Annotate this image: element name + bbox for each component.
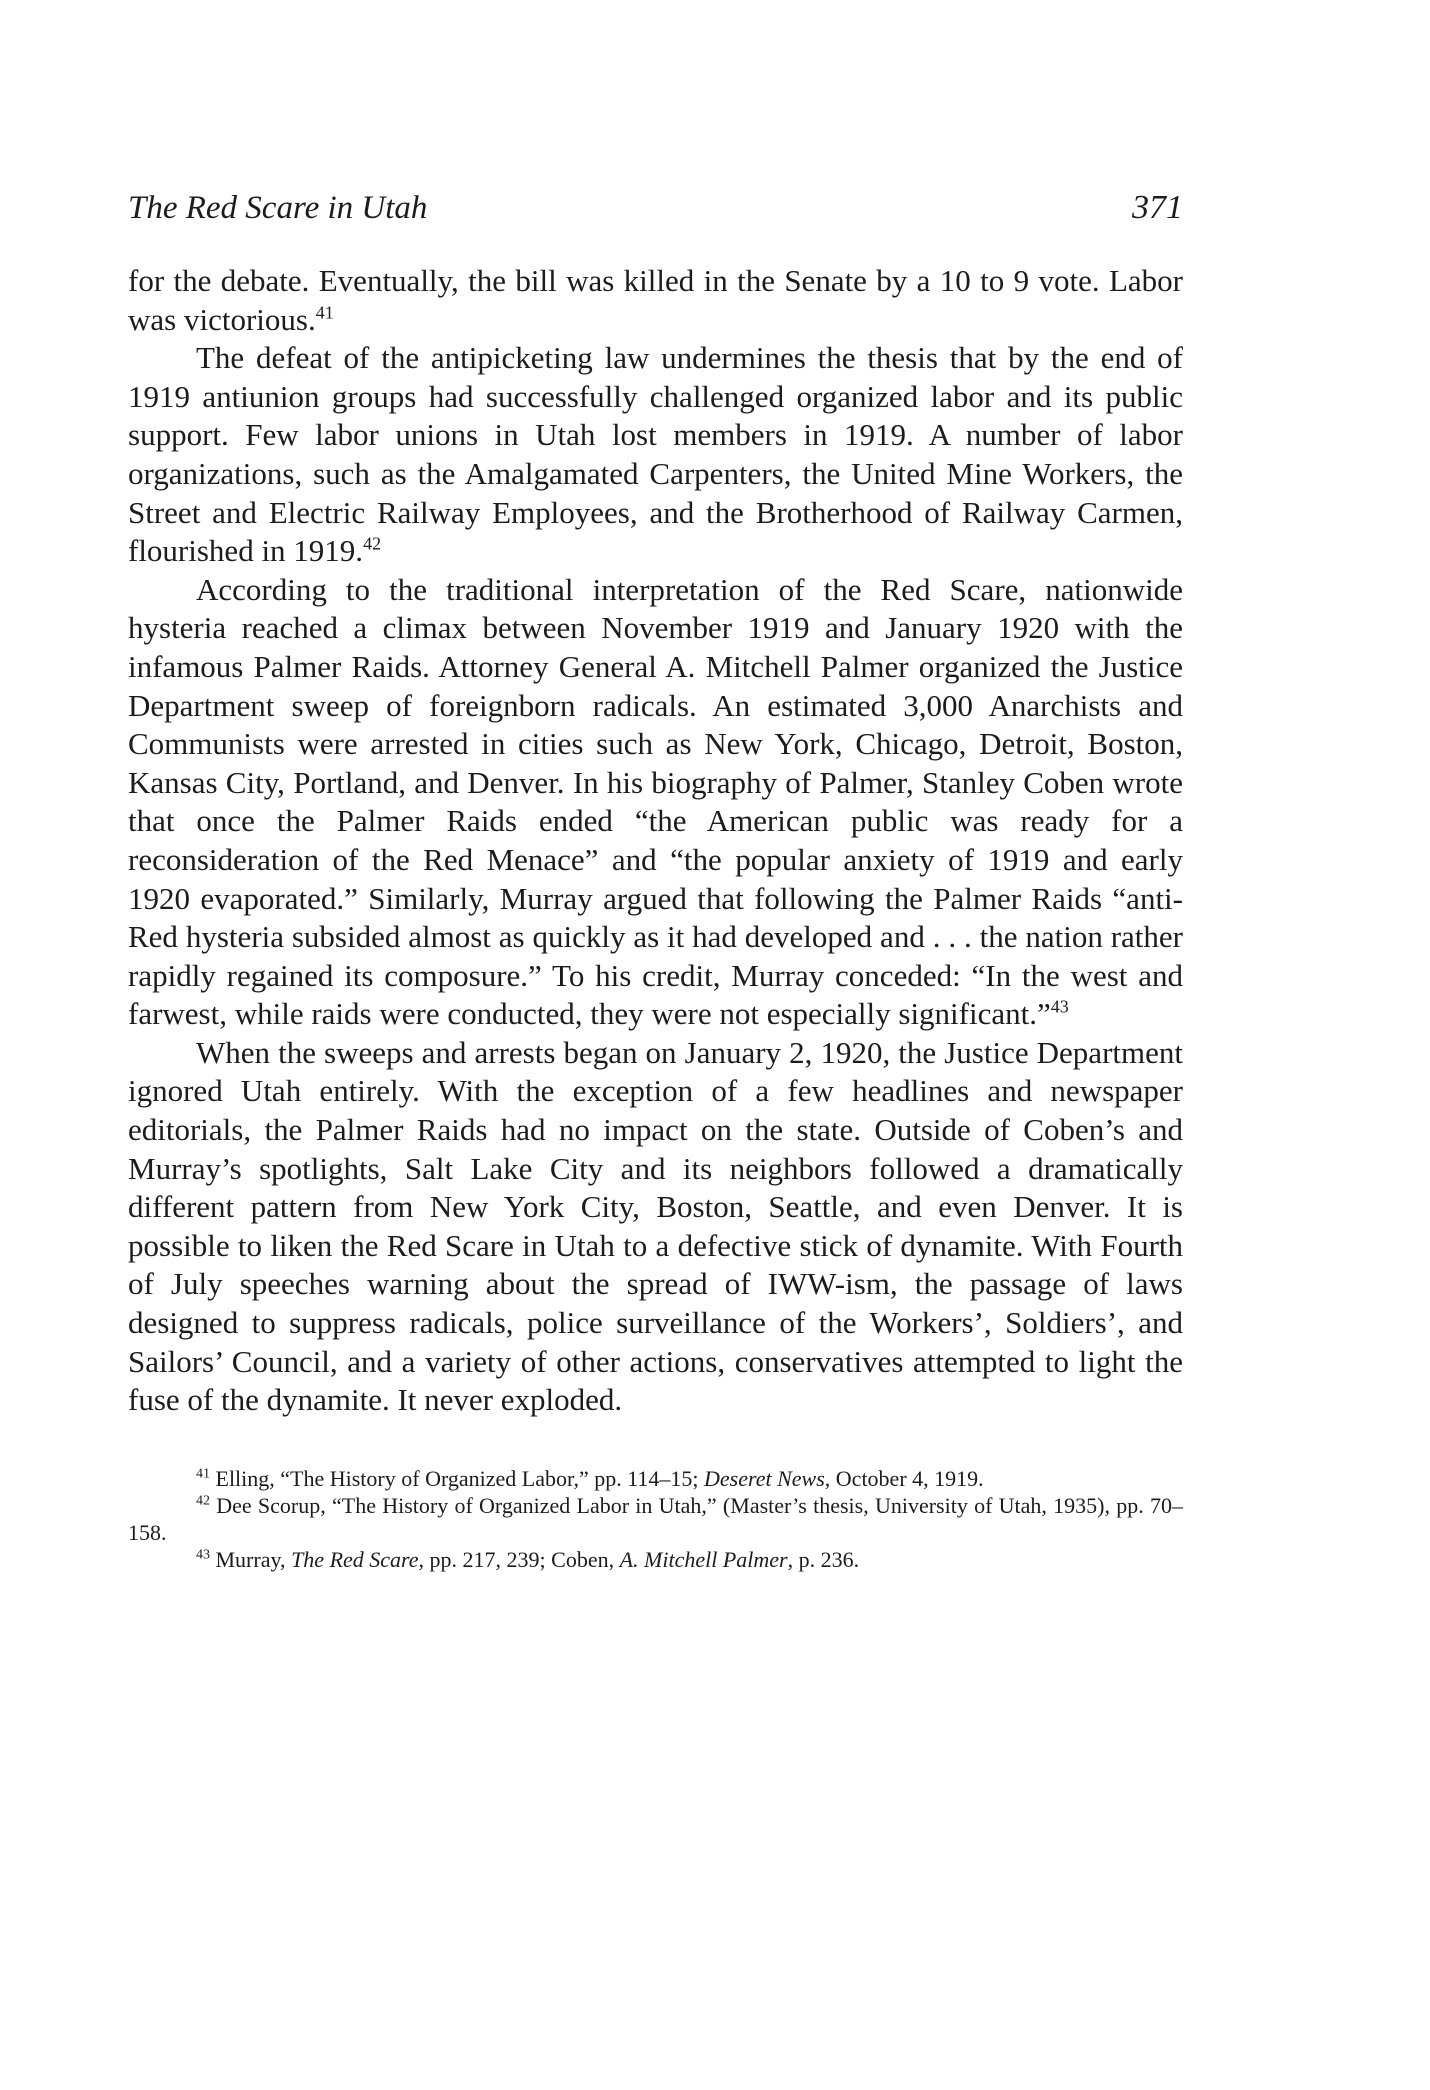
footnote-ref-41: 41 [315,302,334,323]
body-text [128,262,1183,1420]
paragraph-2 [128,339,1183,571]
running-head [128,188,1183,228]
paragraph-4-text: When the sweeps and arrests began on January 2, 1920, the Justice Department ignored Utah entirely. With the exception of a few headlines and newspaper editorials, the Palmer Raids had no impact on the state. Outside of Coben’s and Murray’s spotlights, Salt Lake City and its neighbors followed a dramatically different pattern from New York City, Boston, Seattle, and even Denver. It is possible to liken the Red Scare in Utah to a defective stick of dynamite. With Fourth of July speeches warning about the spread of IWW-ism, the passage of laws designed to suppress radicals, police surveillance of the Workers’, Soldiers’, and Sailors’ Council, and a variety of other actions, conservatives attempted to light the fuse of the dynamite. It never exploded. [128,1034,1183,1418]
footnote-41 [128,1465,1183,1492]
footnote-42-text: Dee Scorup, “The History of Organized Labor in Utah,” (Master’s thesis, University of Utah, 1935), pp. 70–158. [128,1492,1183,1545]
paragraph-4 [128,1034,1183,1420]
paragraph-3 [128,571,1183,1034]
footnote-43-text-end: , p. 236. [787,1546,860,1572]
footnote-43-italic: The Red Scare [291,1546,419,1572]
footnote-41-italic: Deseret News [704,1465,825,1491]
footnote-number-41: 41 [196,1466,210,1482]
footnote-41-text-end: , October 4, 1919. [824,1465,984,1491]
running-head-title: The Red Scare in Utah [128,190,428,226]
footnotes [128,1465,1183,1573]
page-number: 371 [1132,189,1183,226]
paragraph-1 [128,262,1183,339]
footnote-43-italic-2: A. Mitchell Palmer [619,1546,788,1572]
paragraph-2-text: The defeat of the antipicketing law undermines the thesis that by the end of 1919 antiunion groups had successfully challenged organized labor and its public support. Few labor unions in Utah lost members in 1919. A number of labor organizations, such as the Amalgamated Carpenters, the United Mine Workers, the Street and Electric Railway Employees, and the Brotherhood of Railway Carmen, flourished in 1919. [128,340,1183,569]
paragraph-1-text: for the debate. Eventually, the bill was killed in the Senate by a 10 to 9 vote. Labor was victorious. [128,263,1183,337]
footnote-43-text: Murray, [215,1546,292,1572]
footnote-number-42: 42 [196,1493,210,1509]
footnote-41-text: Elling, “The History of Organized Labor,” pp. 114–15; [215,1465,705,1491]
footnote-ref-42: 42 [363,533,382,554]
footnote-ref-43: 43 [1050,996,1069,1017]
page [128,188,1183,1573]
footnote-43 [128,1546,1183,1573]
paragraph-3-text: According to the traditional interpretation of the Red Scare, nationwide hysteria reached a climax between November 1919 and January 1920 with the infamous Palmer Raids. Attorney General A. Mitchell Palmer organized the Justice Department sweep of foreignborn radicals. An estimated 3,000 Anarchists and Communists were arrested in cities such as New York, Chicago, Detroit, Boston, Kansas City, Portland, and Denver. In his biography of Palmer, Stanley Coben wrote that once the Palmer Raids ended “the American public was ready for a reconsideration of the Red Menace” and “the popular anxiety of 1919 and early 1920 evaporated.” Similarly, Murray argued that following the Palmer Raids “anti-Red hysteria subsided almost as quickly as it had developed and . . . the nation rather rapidly regained its composure.” To his credit, Murray conceded: “In the west and farwest, while raids were conducted, they were not especially significant.” [128,571,1183,1032]
footnote-42 [128,1492,1183,1546]
footnote-43-text-mid: , pp. 217, 239; Coben, [418,1546,620,1572]
footnote-number-43: 43 [196,1547,210,1563]
